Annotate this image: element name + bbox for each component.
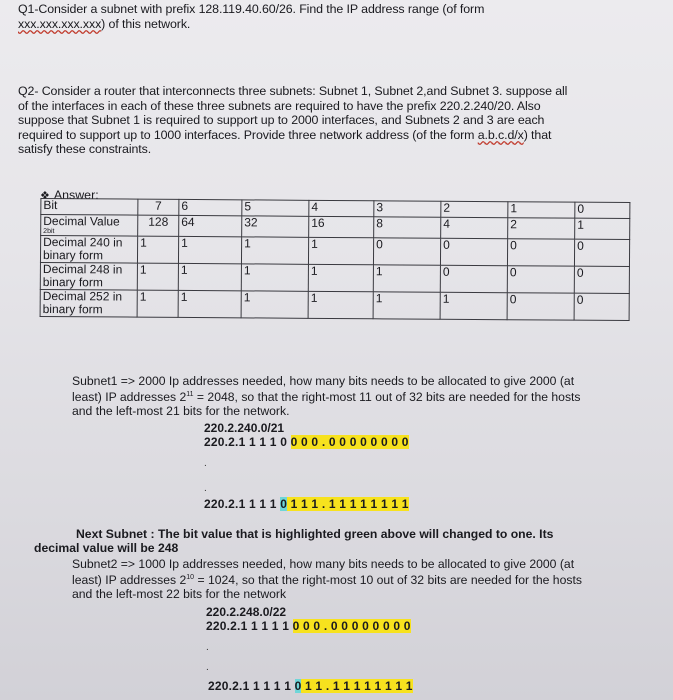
subnet2-binary: 220.2.1 1 1 1 1 0 0 0 . 0 0 0 0 0 0 0 0 bbox=[206, 619, 411, 633]
dot-marker: . bbox=[204, 483, 207, 494]
next-subnet-note: Next Subnet : The bit value that is highlighted green above will changed to one. Its decimal value will be 248 bbox=[34, 527, 554, 556]
table-row: Decimal 252 in binary form 1 1 1 1 1 1 0 0 bbox=[40, 289, 629, 320]
dot-marker: . bbox=[206, 662, 209, 673]
subnet1-address: 220.2.240.0/21 bbox=[204, 421, 285, 435]
diamond-bullet-icon: ❖ bbox=[40, 190, 50, 202]
table-row: Bit 7 6 5 4 3 2 1 0 bbox=[41, 198, 630, 218]
subnet2-explanation: Subnet2 => 1000 Ip addresses needed, how many bits needs to be allocated to give 2000 (at least) IP addresses $2^{10} = 1024$, so that the right-most 10 out of 32 bits are needed for the hosts and the left-most 22 bits for the network bbox=[72, 557, 582, 602]
dot-marker: . bbox=[206, 642, 209, 653]
subnet2-broadcast-binary: 220.2.1 1 1 1 1 0 1 1 . 1 1 1 1 1 1 1 1 bbox=[208, 679, 413, 693]
subnet1-explanation: Subnet1 => 2000 Ip addresses needed, how many bits needs to be allocated to give 2000 (at least) IP addresses $2^{11} = 2048$, so that the right-most 11 out of 32 bits are needed for the hosts and the left-most 21 bits for the network. bbox=[72, 374, 581, 419]
table-row: Decimal 240 in binary form 1 1 1 1 0 0 0 0 bbox=[40, 235, 629, 266]
subnet1-binary: 220.2.1 1 1 1 0 0 0 0 . 0 0 0 0 0 0 0 0 bbox=[204, 435, 409, 449]
subnet1-broadcast-binary: 220.2.1 1 1 1 0 1 1 1 . 1 1 1 1 1 1 1 1 bbox=[204, 497, 409, 511]
binary-table bbox=[40, 198, 631, 321]
question-1: Q1-Consider a subnet with prefix 128.119.40.60/26. Find the IP address range (of form xxx.xxx.xxx.xxx) of this network. bbox=[18, 2, 485, 31]
subnet2-address: 220.2.248.0/22 bbox=[206, 605, 287, 619]
table-row: Decimal Value 2bit 128 64 32 16 8 4 2 1 bbox=[41, 214, 630, 239]
dot-marker: . bbox=[204, 458, 207, 469]
address-form-mask: xxx.xxx.xxx.xxx bbox=[18, 16, 102, 31]
table-row: Decimal 248 in binary form 1 1 1 1 1 0 0 0 bbox=[40, 262, 629, 293]
question-2: Q2- Consider a router that interconnects three subnets: Subnet 1, Subnet 2,and Subnet 3. suppose all of the interfaces in each of these three subnets are required to have the prefix 220.2.240/20. Also suppose that Subnet 1 is required to support up to 2000 interfaces, and Subnets 2 and 3 are each required to support up to 1000 interfaces. Provide three network address (of the form a.b.c.d/x) that satisfy these constraints. bbox=[18, 84, 568, 156]
answer-heading: ❖ Answer: bbox=[40, 188, 99, 202]
